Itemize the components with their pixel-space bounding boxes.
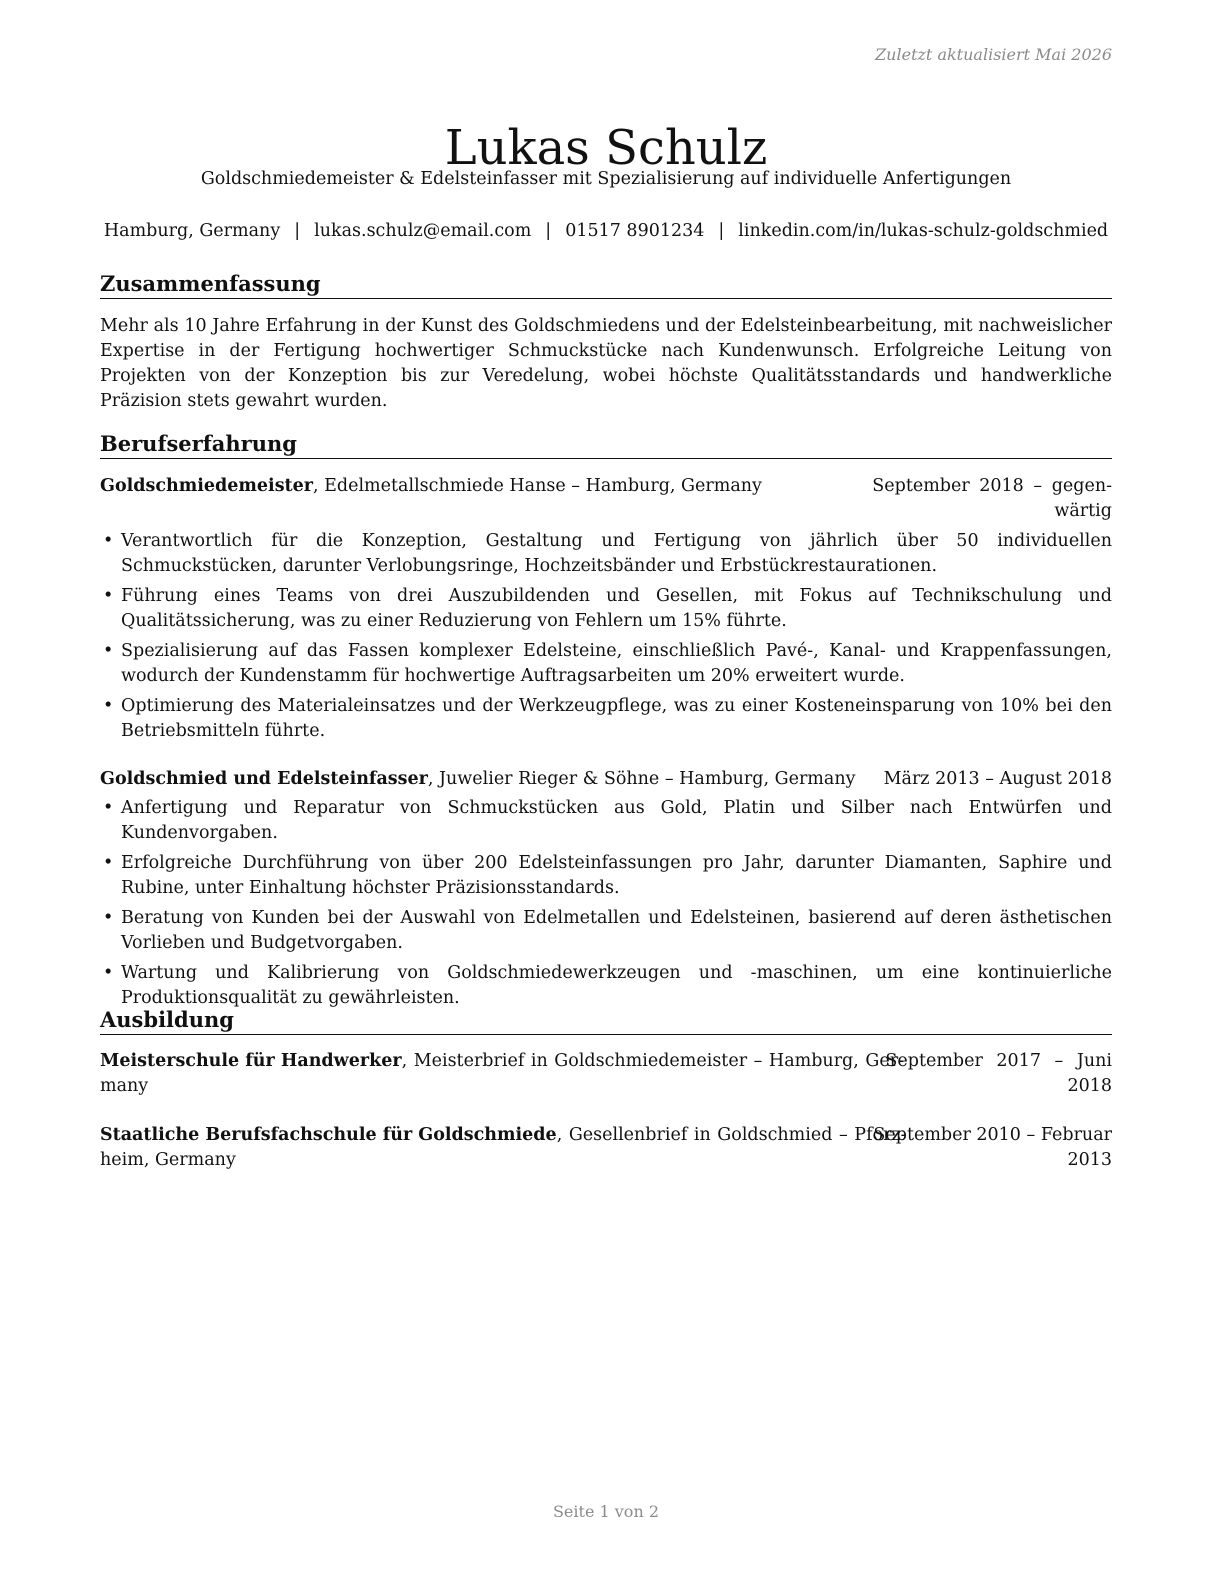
section-title-education: Ausbildung — [100, 1007, 1112, 1035]
education-dates-line1: September 2017 – Juni — [885, 1051, 1112, 1071]
bullet-text: Führung eines Teams von drei Auszubildenden und Gesellen, mit Fokus auf Technikschulung und Qualitätssicherung, was zu einer Reduzierung von Fehlern um 15% führte. — [121, 586, 1112, 631]
contact-line — [80, 219, 1132, 243]
page-number: Seite 1 von 2 — [552, 1502, 660, 1521]
bullet-text: Anfertigung und Reparatur von Schmuckstücken aus Gold, Platin und Silber nach Entwürfen und Kundenvorgaben. — [121, 798, 1112, 843]
section-title-experience: Berufserfahrung — [100, 431, 1112, 459]
contact-linkedin[interactable]: linkedin.com/in/lukas-schulz-goldschmied — [738, 221, 1109, 241]
bullet-icon: • — [103, 641, 114, 661]
list-item — [100, 584, 1112, 634]
bullet-text: Verantwortlich für die Konzeption, Gestaltung und Fertigung von jährlich über 50 individuellen Schmuckstücken, darunter Verlobungsringe, Hochzeitsbänder und Erbstückrestaurationen. — [121, 531, 1112, 576]
list-item — [100, 639, 1112, 689]
summary-text: Mehr als 10 Jahre Erfahrung in der Kunst des Goldschmiedens und der Edelsteinbearbeitung, mit nachweislicher Expertise in der Fertigung hochwertiger Schmuckstücke nach Kundenwunsch. Erfolgreiche Leitung von Projekten von der Konzeption bis zur Veredelung, wobei höchste Qualitätsstandards und handwerkliche Präzision stets gewahrt wurden. — [100, 316, 1112, 411]
last-updated: Zuletzt aktualisiert Mai 2026 — [875, 45, 1112, 64]
job-company: , Juwelier Rieger & Söhne – Hamburg, Germany — [427, 769, 856, 789]
education-detail — [100, 1049, 904, 1099]
job-bullets — [100, 796, 1112, 1016]
contact-separator: | — [718, 221, 725, 241]
list-item — [100, 694, 1112, 744]
job-dates — [884, 767, 1112, 792]
bullet-icon: • — [103, 908, 114, 928]
job-dates-line1: September 2018 – gegen- — [872, 476, 1112, 496]
job-role: Goldschmiedemeister — [100, 476, 313, 496]
resume-page — [100, 0, 1112, 1584]
bullet-icon: • — [103, 696, 114, 716]
job-bullets — [100, 529, 1112, 749]
bullet-text: Erfolgreiche Durchführung von über 200 Edelsteinfassungen pro Jahr, darunter Diamanten, Saphire und Rubine, unter Einhaltung höchster Präzisionsstandards. — [121, 853, 1112, 898]
list-item — [100, 529, 1112, 579]
contact-separator: | — [294, 221, 301, 241]
headline: Goldschmiedemeister & Edelsteinfasser mit Spezialisierung auf individuelle Anfertigungen — [200, 169, 1012, 189]
education-dates-line1: September 2010 – Februar — [873, 1125, 1112, 1145]
education-degree: , Meisterbrief in Goldschmiedemeister – Hamburg, Ger- — [401, 1051, 905, 1071]
bullet-text: Spezialisierung auf das Fassen komplexer Edelsteine, einschließlich Pavé-, Kanal- und Krappenfassungen, wodurch der Kundenstamm für hochwertige Auftragsarbeiten um 20% erweitert wurde. — [121, 641, 1112, 686]
list-item — [100, 796, 1112, 846]
education-dates-line2: 2018 — [1067, 1076, 1112, 1096]
contact-separator: | — [545, 221, 552, 241]
bullet-icon: • — [103, 853, 114, 873]
section-title-summary: Zusammenfassung — [100, 271, 1112, 299]
bullet-text: Wartung und Kalibrierung von Goldschmiedewerkzeugen und -maschinen, um eine kontinuierliche Produktionsqualität zu gewährleisten. — [121, 963, 1112, 1008]
education-school: Meisterschule für Handwerker — [100, 1051, 402, 1071]
education-dates — [873, 1123, 1112, 1173]
education-detail — [100, 1123, 907, 1173]
education-dates — [885, 1049, 1112, 1099]
list-item — [100, 906, 1112, 956]
bullet-icon: • — [103, 798, 114, 818]
job-company: , Edelmetallschmiede Hanse – Hamburg, Germany — [313, 476, 762, 496]
bullet-text: Beratung von Kunden bei der Auswahl von Edelmetallen und Edelsteinen, basierend auf deren ästhetischen Vorlieben und Budgetvorgaben. — [121, 908, 1112, 953]
education-school: Staatliche Berufsfachschule für Goldschmiede — [100, 1125, 557, 1145]
bullet-icon: • — [103, 586, 114, 606]
list-item — [100, 961, 1112, 1011]
bullet-text: Optimierung des Materialeinsatzes und der Werkzeugpflege, was zu einer Kosteneinsparung von 10% bei den Betriebsmitteln führte. — [121, 696, 1112, 741]
job-dates-line2: wärtig — [1054, 501, 1112, 521]
education-dates-line2: 2013 — [1067, 1150, 1112, 1170]
contact-location: Hamburg, Germany — [103, 221, 281, 241]
education-location-cont: heim, Germany — [100, 1150, 236, 1170]
job-dates-line1: März 2013 – August 2018 — [883, 769, 1112, 789]
education-location-cont: many — [100, 1076, 149, 1096]
job-title-line — [100, 767, 856, 792]
job-role: Goldschmied und Edelsteinfasser — [100, 769, 428, 789]
contact-phone: 01517 8901234 — [565, 221, 705, 241]
candidate-name: Lukas Schulz — [444, 120, 768, 177]
list-item — [100, 851, 1112, 901]
job-dates — [872, 474, 1112, 524]
education-degree: , Gesellenbrief in Goldschmied – Pforz- — [556, 1125, 907, 1145]
job-title-line — [100, 474, 762, 499]
bullet-icon: • — [103, 963, 114, 983]
contact-email[interactable]: lukas.schulz@email.com — [314, 221, 532, 241]
bullet-icon: • — [103, 531, 114, 551]
